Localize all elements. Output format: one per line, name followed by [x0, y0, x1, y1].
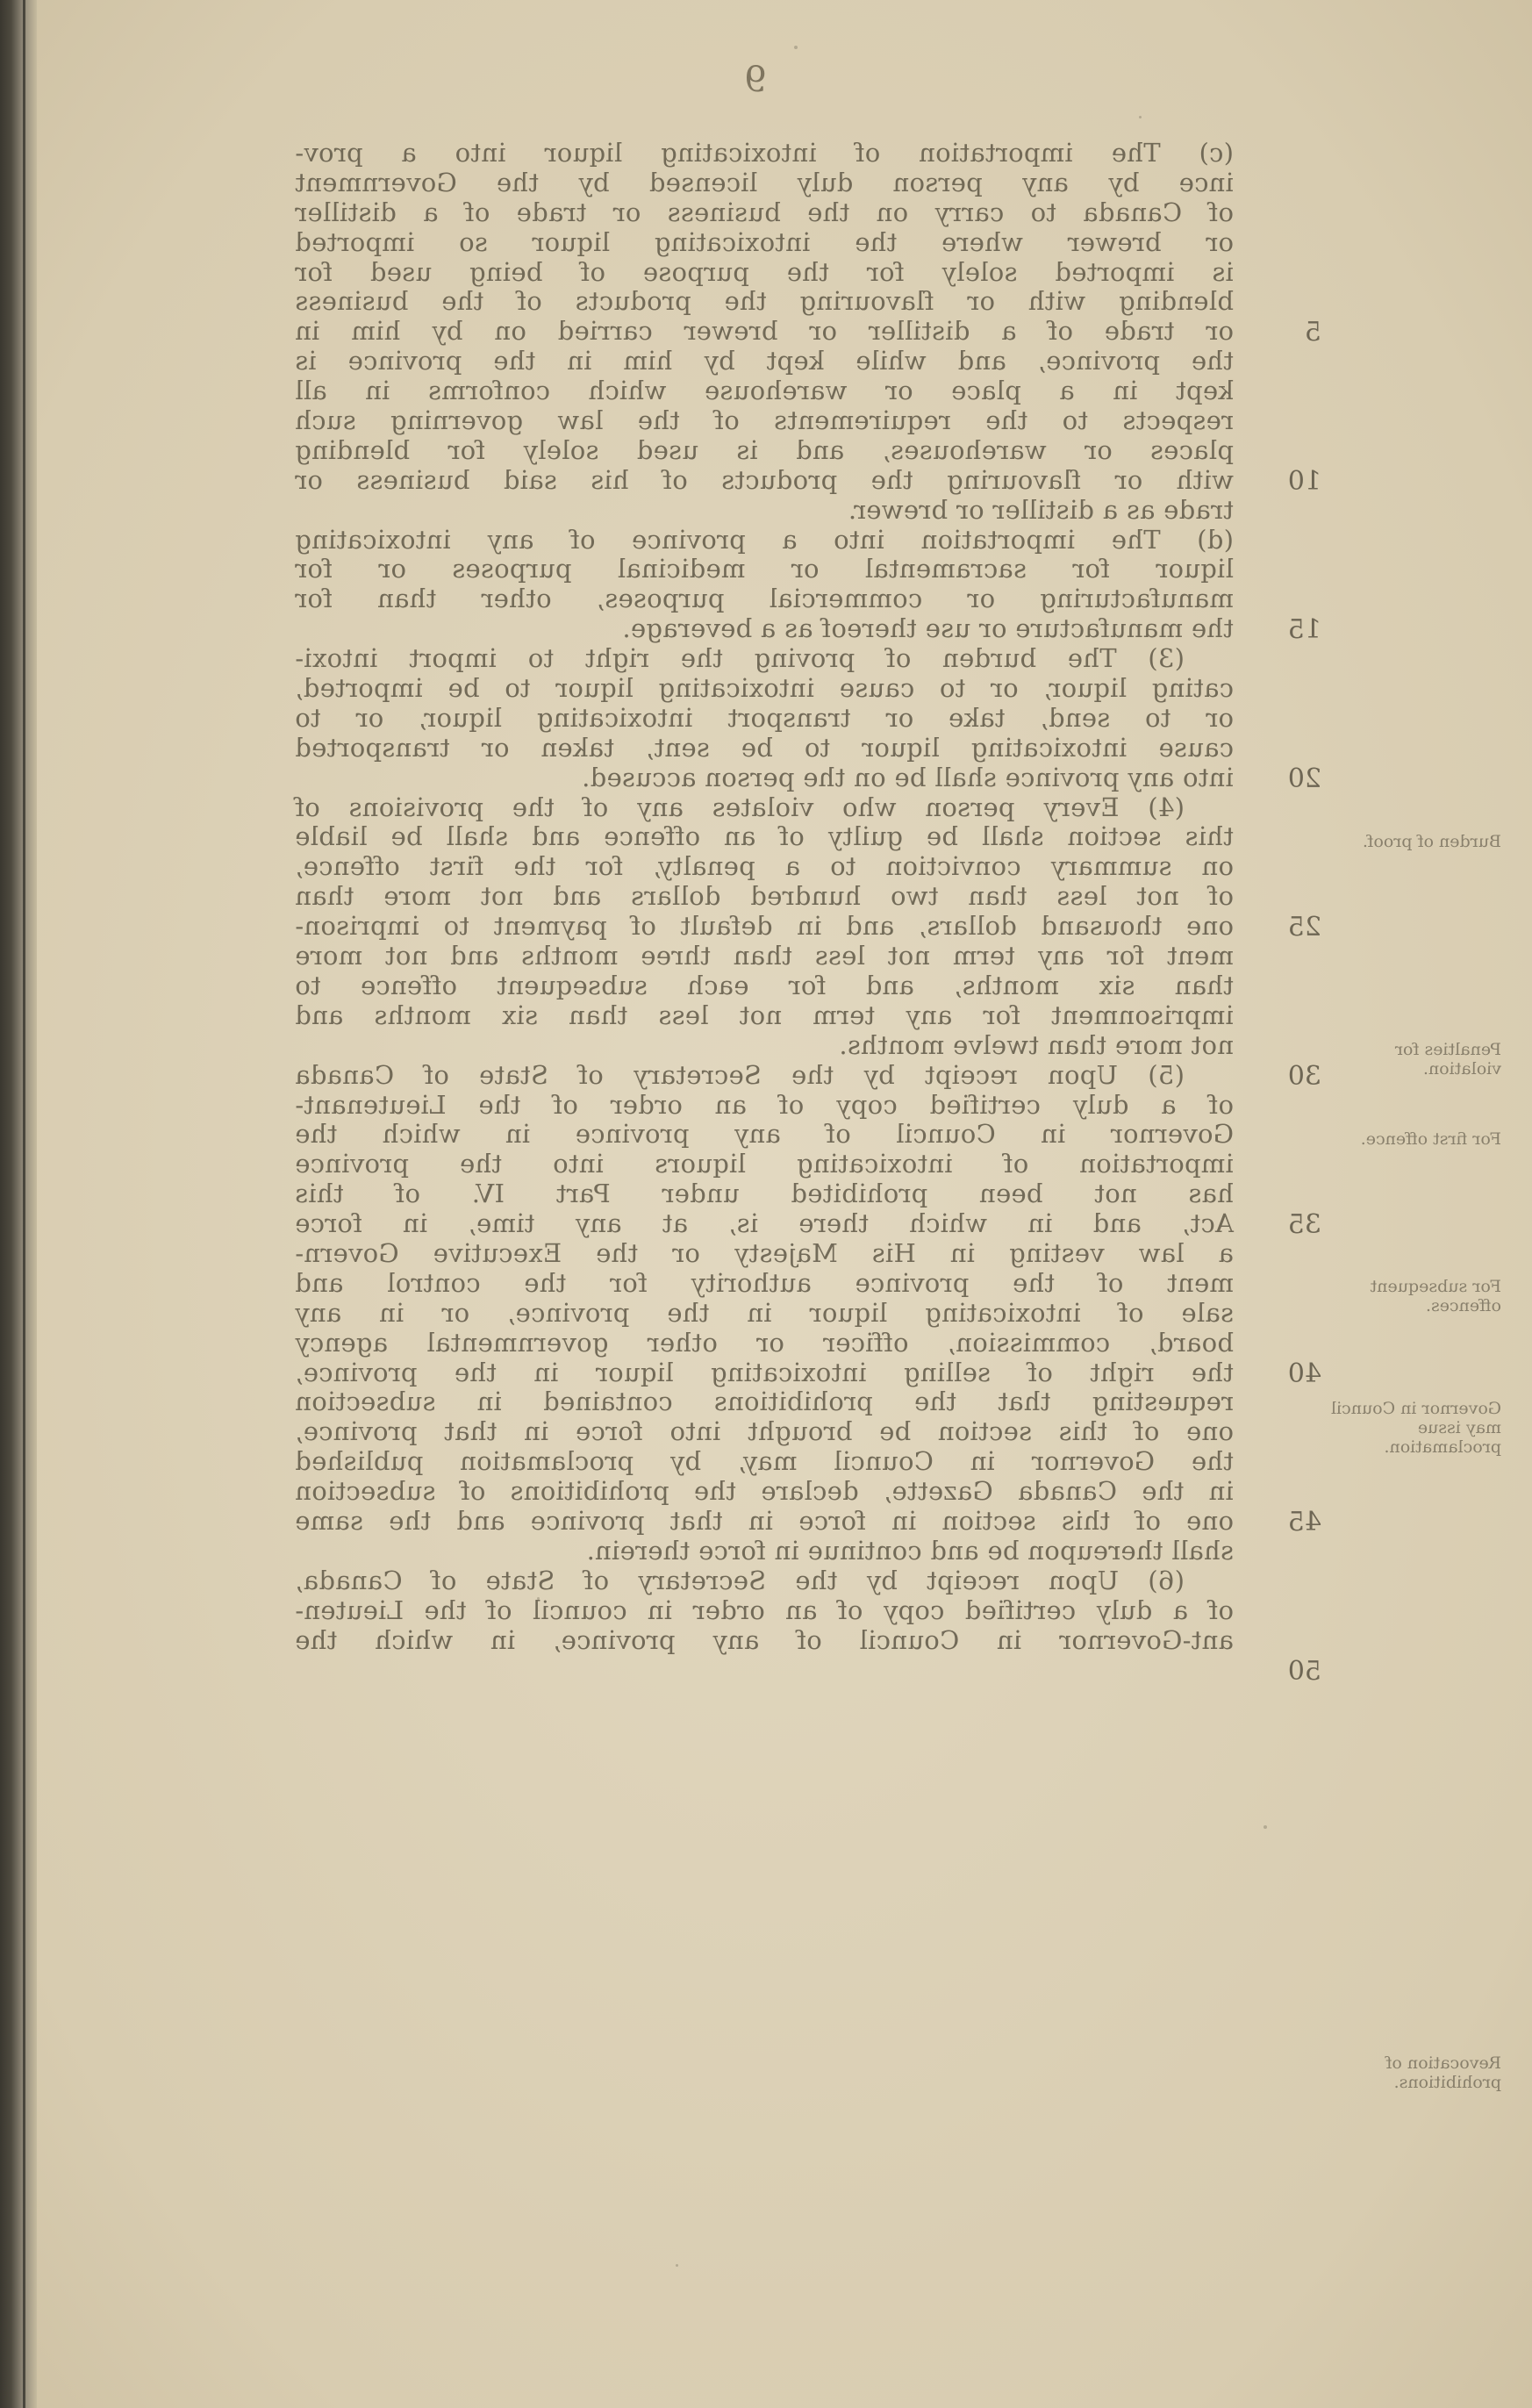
- body-text: [295, 139, 1234, 1655]
- paper-speck: [1264, 1825, 1267, 1829]
- text-line: (5) Upon receipt by the Secretary of State of Canada: [295, 1059, 1185, 1090]
- text-line: of a duly certified copy of an order of the Lieutenant-: [295, 1089, 1234, 1120]
- marginal-note: For first offence.: [1360, 1129, 1501, 1149]
- marginal-note: For subsequent offences.: [1370, 1277, 1501, 1315]
- text-line: of Canada to carry on the business or trade of a distiller: [295, 197, 1234, 227]
- text-line: this section shall be guilty of an offence and shall be liable: [295, 821, 1234, 852]
- text-line: one thousand dollars, and in default of payment to imprison-: [295, 911, 1234, 942]
- text-line: places or warehouses, and is used solely for blending: [295, 434, 1234, 465]
- text-line: requesting that the prohibitions contained in subsection: [295, 1387, 1234, 1417]
- text-line: kept in a place or warehouse which conforms in all: [295, 376, 1234, 406]
- text-line: ment of the province authority for the control and: [295, 1267, 1234, 1298]
- page-number: 9: [744, 60, 767, 100]
- text-line: (3) The burden of proving the right to import intoxi-: [295, 643, 1185, 674]
- text-line: of a duly certified copy of an order in council of the Lieuten-: [295, 1595, 1234, 1625]
- text-line: than six months, and for each subsequent offence to: [295, 970, 1234, 1000]
- text-line: one of this section be brought into force in that province,: [295, 1416, 1234, 1447]
- line-number: 30: [1287, 1061, 1321, 1092]
- text-line: one of this section in force in that province and the same: [295, 1505, 1234, 1536]
- paper-speck: [1139, 116, 1142, 118]
- line-number: 10: [1287, 466, 1321, 497]
- text-line: in the Canada Gazette, declare the prohibitions of subsection: [295, 1476, 1234, 1507]
- text-line: (c) The importation of intoxicating liquor into a prov-: [295, 138, 1234, 168]
- marginal-note: Governor in Council may issue proclamation.: [1330, 1399, 1501, 1457]
- marginal-note: Revocation of prohibitions.: [1385, 2053, 1501, 2092]
- text-line: Act, and in which there is, at any time, in force: [295, 1208, 1234, 1239]
- text-line: cause intoxicating liquor to be sent, taken or transported: [295, 732, 1234, 763]
- line-number: 20: [1287, 763, 1321, 794]
- text-line: Governor in Council of any province in which the: [295, 1119, 1234, 1150]
- line-number: 15: [1287, 614, 1321, 645]
- text-line: or to send, take or transport intoxicating liquor, or to: [295, 702, 1234, 733]
- text-line: (4) Every person who violates any of the provisions of: [295, 792, 1185, 822]
- paper-speck: [676, 2264, 678, 2267]
- text-line: board, commission, officer or other governmental agency: [295, 1327, 1234, 1358]
- text-line: into any province shall be on the person accused.: [581, 762, 1234, 792]
- text-line: imprisonment for any term not less than six months and: [295, 1000, 1234, 1030]
- text-line: (d) The importation into a province of any intoxicating: [295, 524, 1234, 555]
- line-number: 45: [1287, 1507, 1321, 1537]
- text-line: of not less than two hundred dollars and not more than: [295, 881, 1234, 912]
- line-number: 5: [1304, 317, 1321, 348]
- text-line: a law vesting in His Majesty or the Executive Govern-: [295, 1237, 1234, 1268]
- text-line: trade as a distiller or brewer.: [848, 494, 1234, 525]
- paper-speck: [794, 46, 798, 49]
- text-line: shall thereupon be and continue in force therein.: [586, 1535, 1234, 1566]
- text-line: respects to the requirements of the law governing such: [295, 405, 1234, 436]
- text-line: the manufacture or use thereof as a beverage.: [622, 613, 1234, 644]
- line-number: 35: [1287, 1209, 1321, 1240]
- text-line: importation of intoxicating liquors into the province: [295, 1149, 1234, 1179]
- text-line: ant-Governor in Council of any province, in which the: [295, 1624, 1234, 1655]
- text-line: on summary conviction to a penalty, for the first offence,: [295, 851, 1234, 882]
- text-line: manufacturing or commercial purposes, other than for: [295, 584, 1234, 614]
- text-line: with or flavouring the products of his said business or: [295, 464, 1234, 495]
- text-line: or brewer where the intoxicating liquor so imported: [295, 226, 1234, 257]
- text-line: is imported solely for the purpose of being used for: [295, 256, 1234, 287]
- text-line: or trade of a distiller or brewer carried on by him in: [295, 316, 1234, 347]
- text-line: sale of intoxicating liquor in the province, or in any: [295, 1297, 1234, 1328]
- text-line: blending with or flavouring the products of the business: [295, 286, 1234, 317]
- text-line: liquor for sacramental or medicinal purposes or for: [295, 554, 1234, 584]
- marginal-note: Burden of proof.: [1363, 832, 1501, 851]
- text-line: not more than twelve months.: [839, 1029, 1234, 1060]
- paper-speck: [537, 1597, 540, 1600]
- line-number: 50: [1287, 1656, 1321, 1687]
- line-number: 25: [1287, 912, 1321, 942]
- marginal-note: Penalties for violation.: [1394, 1040, 1501, 1079]
- text-line: ince by any person duly licensed by the Government: [295, 167, 1234, 197]
- text-line: the right of selling intoxicating liquor in the province,: [295, 1357, 1234, 1387]
- line-number: 40: [1287, 1358, 1321, 1389]
- text-line: ment for any term not less than three months and not more: [295, 941, 1234, 971]
- text-line: cating liquor, or to cause intoxicating liquor to be imported,: [295, 673, 1234, 704]
- text-line: the province, and while kept by him in the province is: [295, 346, 1234, 376]
- text-line: (6) Upon receipt by the Secretary of State of Canada,: [295, 1565, 1185, 1595]
- text-line: has not been prohibited under Part IV. of this: [295, 1179, 1234, 1209]
- text-line: the Governor in Council may, by proclamation published: [295, 1446, 1234, 1477]
